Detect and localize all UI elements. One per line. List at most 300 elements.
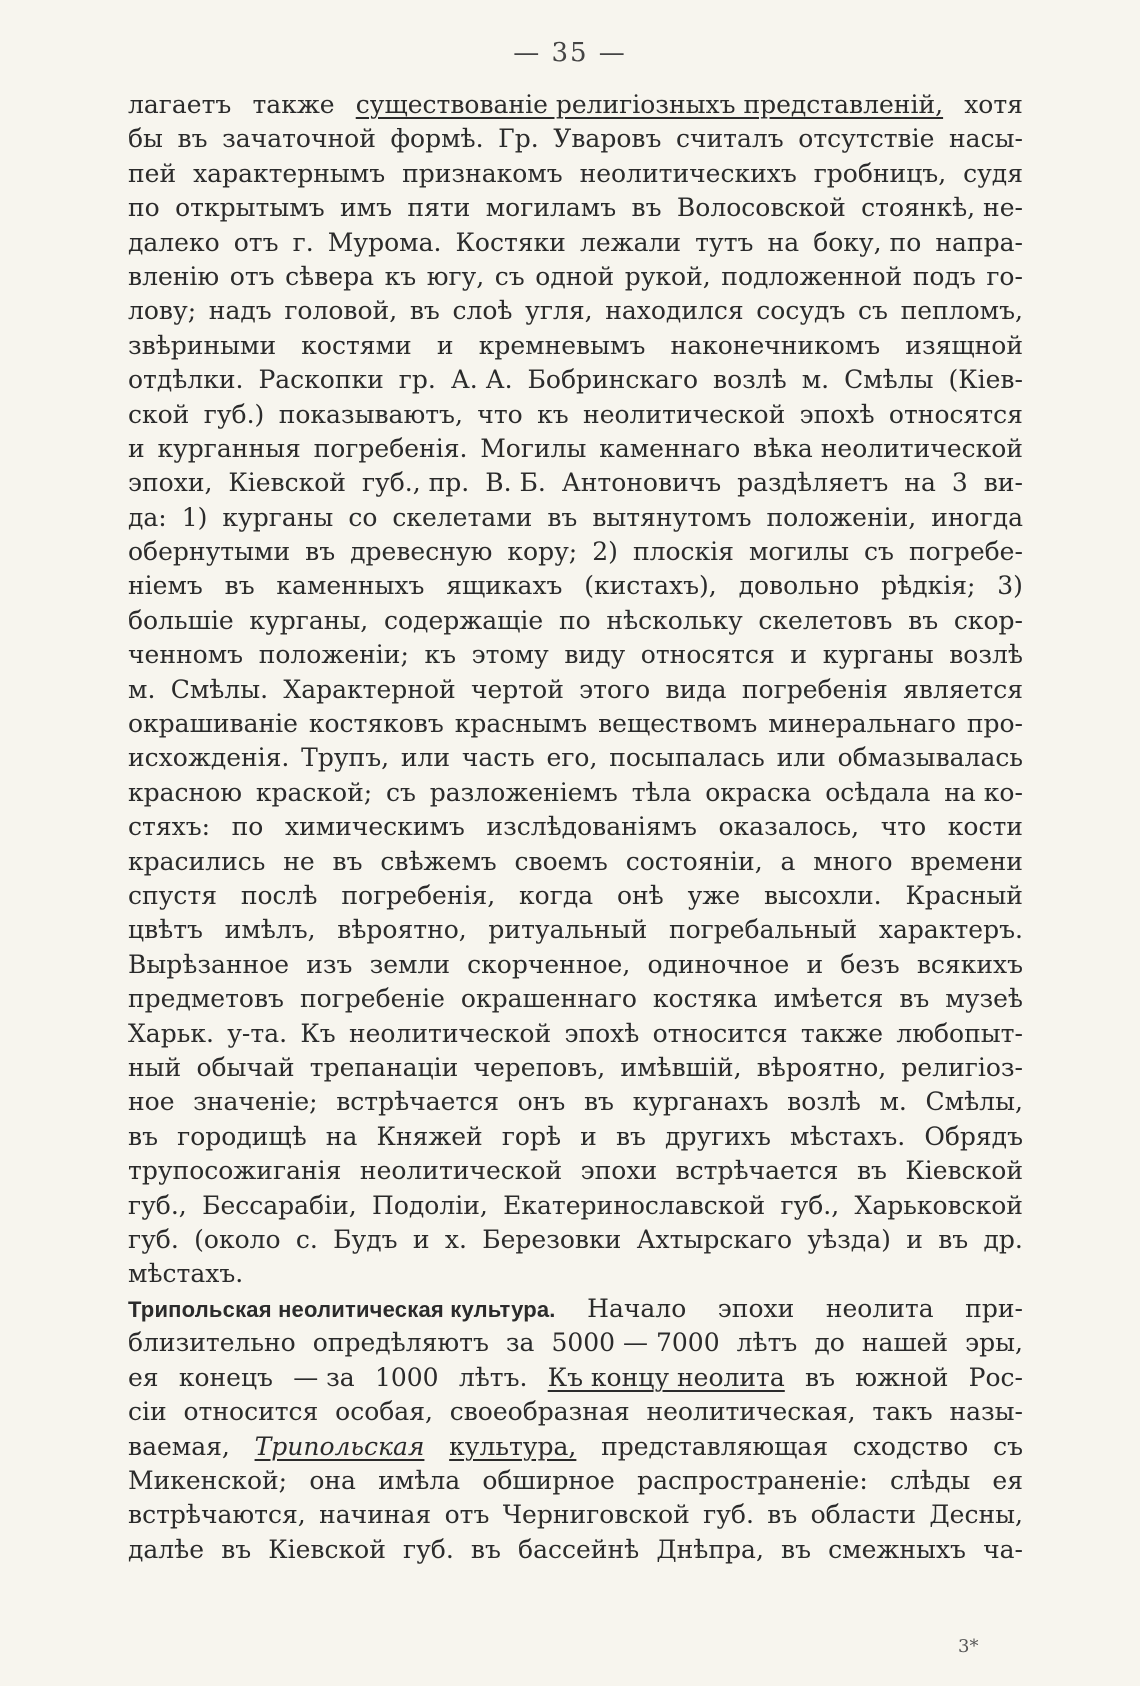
word: ящикахъ <box>446 571 563 601</box>
word: въ <box>781 1534 812 1564</box>
word: Волосовской <box>676 193 846 223</box>
word: неолитическая, <box>646 1397 856 1427</box>
word: 1000 <box>374 1362 439 1392</box>
word: красною <box>128 777 243 807</box>
word: обмазывалась <box>837 743 1023 773</box>
word: въ <box>547 502 578 532</box>
word: въ <box>224 571 255 601</box>
word: ви- <box>983 468 1023 498</box>
word: неолитической <box>348 1018 552 1048</box>
word: губ., пр. <box>361 468 470 498</box>
word: посыпалась <box>609 743 765 773</box>
word: трепанаціи <box>309 1052 459 1082</box>
text-line <box>128 1464 1023 1498</box>
word: оказалось, <box>718 812 860 842</box>
word: считалъ <box>675 124 784 154</box>
word: одиночное <box>647 949 790 979</box>
text-line <box>128 535 1023 569</box>
word: да: <box>128 502 167 532</box>
word: Гр. <box>498 124 539 154</box>
word: этому <box>471 640 549 670</box>
word: мѣстахъ. <box>128 1259 244 1289</box>
word: м. <box>879 1087 907 1117</box>
word: Березовки <box>482 1224 622 1254</box>
word: близительно <box>128 1328 296 1358</box>
word: городищѣ <box>177 1121 307 1151</box>
word: имъ <box>340 193 393 223</box>
word: костяковъ <box>308 709 444 739</box>
word: лѣтъ <box>736 1328 798 1358</box>
text-line <box>128 707 1023 741</box>
word: гробницъ, <box>813 158 947 188</box>
word: отъ <box>444 1500 490 1530</box>
word: А. А. <box>450 365 513 395</box>
word: и <box>906 1224 923 1254</box>
word: иногда <box>931 502 1023 532</box>
word: погребенія. <box>313 433 468 463</box>
word: также <box>252 90 335 119</box>
word: когда <box>519 880 594 910</box>
word: курганы, <box>249 605 369 635</box>
word: южной <box>855 1362 949 1392</box>
word: положеніи, <box>766 502 917 532</box>
text-line <box>128 604 1023 638</box>
word: въ <box>767 1500 798 1530</box>
word: встрѣчается <box>675 1156 839 1186</box>
word: виду <box>564 640 626 670</box>
text-line <box>128 1189 1023 1223</box>
word: онѣ <box>616 880 664 910</box>
word: сіи <box>128 1397 167 1427</box>
word: при- <box>965 1294 1023 1323</box>
word: начиная <box>319 1500 432 1530</box>
word: большіе <box>128 605 234 635</box>
word: изъ <box>306 949 353 979</box>
word: Черниговской <box>502 1500 690 1530</box>
word: Костяки <box>455 227 566 257</box>
word: возлѣ <box>787 1087 861 1117</box>
word: курганы <box>822 640 934 670</box>
word: находился <box>605 296 744 326</box>
word: земли <box>369 949 451 979</box>
word: Кіевской <box>228 468 346 498</box>
text-line <box>128 191 1023 225</box>
word: на <box>325 1121 358 1151</box>
word: своеобразная <box>449 1397 630 1427</box>
word: къ <box>537 399 569 429</box>
text-line <box>128 294 1023 328</box>
word: безъ <box>840 949 900 979</box>
word: рукой, <box>624 261 711 291</box>
word: за <box>505 1328 535 1358</box>
word: времени <box>910 846 1023 876</box>
word: кремневымъ <box>478 330 646 360</box>
word: бассейнѣ <box>518 1534 640 1564</box>
word: Десны, <box>929 1500 1023 1530</box>
word: слѣды <box>889 1465 971 1495</box>
word: Начало <box>587 1294 687 1323</box>
word: чертой <box>470 674 564 704</box>
word: ніемъ <box>128 571 203 601</box>
word: цвѣтъ <box>128 915 203 945</box>
text-line <box>128 260 1023 294</box>
text-line <box>128 1361 1023 1395</box>
word: Харьковской <box>854 1190 1023 1220</box>
word: раздѣляетъ <box>737 468 889 498</box>
word: слоѣ <box>452 296 513 326</box>
word: уже <box>687 880 741 910</box>
word: одной <box>535 261 615 291</box>
word: 5000 — 7000 <box>551 1328 720 1358</box>
page-number: — 35 — <box>513 38 627 68</box>
word: и <box>790 640 808 670</box>
word: 3 <box>951 468 968 498</box>
word: каменныхъ <box>276 571 425 601</box>
text-line <box>128 913 1023 947</box>
word: опредѣляютъ <box>312 1328 489 1358</box>
word: съ <box>494 261 525 291</box>
word: губ.) <box>203 399 265 429</box>
word: минеральнаго <box>768 709 956 739</box>
word: 3) <box>997 571 1023 601</box>
text-line <box>128 1120 1023 1154</box>
word: въ <box>631 193 662 223</box>
word: въ <box>128 1121 158 1151</box>
word: характернымъ <box>193 158 386 188</box>
word: на <box>904 468 936 498</box>
text-line <box>128 1154 1023 1188</box>
word: эпохи <box>717 1294 795 1323</box>
word: м. <box>801 365 830 395</box>
word: хотя <box>964 90 1023 119</box>
word: югу, <box>426 261 485 291</box>
word: ное <box>128 1087 175 1117</box>
word: краской; <box>255 777 373 807</box>
word: про- <box>966 709 1023 739</box>
word: часть <box>461 743 535 773</box>
word: у-та. <box>227 1018 288 1048</box>
word: Красный <box>905 880 1023 910</box>
paragraph-2 <box>128 1292 1023 1567</box>
word: имѣлъ, <box>224 915 316 945</box>
word: предметовъ <box>128 984 284 1014</box>
word: до <box>814 1328 845 1358</box>
word: довольно <box>738 571 860 601</box>
word: курганныя <box>157 433 301 463</box>
word: м. <box>128 674 156 704</box>
word: неолита <box>825 1294 934 1323</box>
word: и <box>128 433 145 463</box>
word: Ахтырскаго <box>636 1224 793 1254</box>
word: въ <box>221 1534 252 1564</box>
word: Рос- <box>968 1362 1023 1392</box>
word: ея <box>128 1362 159 1392</box>
word: назы- <box>949 1397 1023 1427</box>
word: въ <box>332 846 363 876</box>
word: относятся <box>888 399 1023 429</box>
word: а <box>780 846 796 876</box>
word: красились <box>128 846 266 876</box>
word: кости <box>947 812 1023 842</box>
word: содержащіе <box>384 605 544 635</box>
word: вѣроятно, <box>337 915 467 945</box>
word: въ <box>856 1156 887 1186</box>
word: ный <box>128 1052 182 1082</box>
word: губ., <box>128 1190 187 1220</box>
word: губ. <box>703 1500 754 1530</box>
word: является <box>903 674 1023 704</box>
word: плоскія <box>632 537 734 567</box>
text-line <box>128 122 1023 156</box>
word: курганахъ <box>632 1087 769 1117</box>
word: подъ <box>912 261 976 291</box>
word: ской <box>128 399 190 429</box>
word: Смѣлы. <box>170 674 269 704</box>
word: значеніе; <box>193 1087 318 1117</box>
word: особая, <box>335 1397 433 1427</box>
word: и <box>806 949 824 979</box>
word: его, <box>546 743 598 773</box>
word: неолитическихъ <box>579 158 797 188</box>
word: сѣвера <box>285 261 374 291</box>
word: съ <box>858 296 888 326</box>
word: скелетами <box>392 502 533 532</box>
word: въ <box>938 1224 969 1254</box>
text-line <box>128 398 1023 432</box>
word: головой, <box>284 296 398 326</box>
word: гр. <box>398 365 436 395</box>
text-line <box>128 1223 1023 1257</box>
word: трупосожиганія <box>128 1156 342 1186</box>
word: могиламъ <box>485 193 617 223</box>
word: горѣ <box>501 1121 562 1151</box>
word: пяти <box>407 193 471 223</box>
word: въ <box>583 1087 614 1117</box>
word: зачаточной <box>222 124 376 154</box>
word: осѣдала <box>825 777 931 807</box>
word: по <box>558 605 591 635</box>
text-line <box>128 1430 1023 1464</box>
word: Будъ <box>333 1224 398 1254</box>
text-line <box>128 569 1023 603</box>
word: свѣжемъ <box>380 846 497 876</box>
word: въ <box>805 1362 836 1392</box>
word: ея <box>992 1465 1023 1495</box>
word: ча- <box>983 1534 1023 1564</box>
word: области <box>810 1500 916 1530</box>
word: г. <box>292 227 314 257</box>
text-line <box>128 1085 1023 1119</box>
word: ритуальный <box>488 915 648 945</box>
word: погребенія <box>741 674 888 704</box>
word: пей <box>128 158 177 188</box>
word: Трупъ, <box>301 743 390 773</box>
text-line <box>128 879 1023 913</box>
word: эпохѣ <box>799 399 875 429</box>
word: курганы <box>222 502 334 532</box>
word: формѣ. <box>390 124 484 154</box>
word: онъ <box>517 1087 566 1117</box>
text-line <box>128 363 1023 397</box>
word: подложенной <box>721 261 903 291</box>
word: положеніи; <box>258 640 409 670</box>
word: музеѣ <box>945 984 1023 1014</box>
word: химическимъ <box>284 812 465 842</box>
word: Обрядъ <box>924 1121 1023 1151</box>
word: Мурома. <box>327 227 442 257</box>
word: Къ <box>300 1018 336 1048</box>
word: Вырѣзанное <box>128 949 290 979</box>
word: отсутствіе <box>798 124 935 154</box>
word: костяка <box>652 984 758 1014</box>
word: напра- <box>935 227 1023 257</box>
word: вида <box>665 674 727 704</box>
word: нашей <box>861 1328 949 1358</box>
word: угля, <box>525 296 593 326</box>
word: череповъ, <box>473 1052 606 1082</box>
word: лежали <box>579 227 682 257</box>
word: — за <box>293 1362 355 1392</box>
word: относится <box>652 1018 788 1048</box>
word: бы <box>128 124 163 154</box>
word: встрѣчаются, <box>128 1500 306 1530</box>
text-line <box>128 226 1023 260</box>
word: или <box>776 743 826 773</box>
word: окраска <box>705 777 812 807</box>
word: вытянутомъ <box>592 502 752 532</box>
word: къ <box>384 261 417 291</box>
word: въ <box>177 124 208 154</box>
word: окрашеннаго <box>460 984 637 1014</box>
text-line <box>128 329 1023 363</box>
word: Раскопки <box>258 365 384 395</box>
text-line <box>128 466 1023 500</box>
text-line <box>128 1395 1023 1429</box>
signature-mark: 3* <box>958 1636 979 1657</box>
word: послѣ <box>240 880 318 910</box>
text-line <box>128 432 1023 466</box>
word: (около <box>194 1224 281 1254</box>
text-line <box>128 501 1023 535</box>
word: и <box>436 330 454 360</box>
word: скор- <box>953 605 1023 635</box>
text-line <box>128 741 1023 775</box>
word: стяхъ: <box>128 812 211 842</box>
word: краснымъ <box>454 709 588 739</box>
word: Княжей <box>376 1121 483 1151</box>
word: разложеніемъ <box>429 777 618 807</box>
underlined-phrase: Къ концу неолита <box>547 1362 785 1392</box>
text-line <box>128 1051 1023 1085</box>
word: обычай <box>196 1052 295 1082</box>
word: Кіевской <box>905 1156 1023 1186</box>
word: въ <box>305 537 336 567</box>
word: др. <box>983 1224 1023 1254</box>
word: скелетовъ <box>758 605 893 635</box>
word: эпохи <box>580 1156 658 1186</box>
word: могилы <box>748 537 850 567</box>
word: смежныхъ <box>828 1534 966 1564</box>
text-line <box>128 1326 1023 1360</box>
word: Подоліи, <box>372 1190 488 1220</box>
word: сходство <box>852 1431 969 1461</box>
word: имѣется <box>773 984 884 1014</box>
word: Екатеринославской <box>503 1190 766 1220</box>
word: съ <box>864 537 894 567</box>
word: лову; <box>128 296 197 326</box>
text-line <box>128 1257 1023 1291</box>
word: 2) <box>592 537 618 567</box>
word: съ <box>993 1431 1023 1461</box>
word: Антоновичъ <box>561 468 722 498</box>
word: въ <box>615 1121 646 1151</box>
word: далѣе <box>128 1534 205 1564</box>
word: погребенія, <box>341 880 496 910</box>
word: губ. <box>402 1534 454 1564</box>
word: такъ <box>872 1397 933 1427</box>
text-line <box>128 1292 1023 1326</box>
word: обернутыми <box>128 537 291 567</box>
word: характеръ. <box>878 915 1023 945</box>
word: Смѣлы <box>844 365 934 395</box>
word: своемъ <box>514 846 608 876</box>
word: имѣвшій, <box>620 1052 742 1082</box>
word: х. <box>444 1224 467 1254</box>
word: исхожденія. <box>128 743 290 773</box>
word: представляющая <box>601 1431 829 1461</box>
word: веществомъ <box>598 709 758 739</box>
word: спустя <box>128 880 217 910</box>
word: Кіевской <box>268 1534 386 1564</box>
text-line <box>128 638 1023 672</box>
word: въ <box>899 984 930 1014</box>
word: Харьк. <box>128 1018 214 1048</box>
word: отъ <box>229 261 275 291</box>
word: ваемая, <box>128 1431 230 1461</box>
word: по <box>128 193 160 223</box>
word: съ <box>386 777 416 807</box>
underlined-phrase: существованіе религіозныхъ представленій, <box>355 90 944 119</box>
text-line <box>128 982 1023 1016</box>
word: лѣтъ. <box>458 1362 528 1392</box>
word: тутъ <box>695 227 754 257</box>
word: отъ <box>233 227 279 257</box>
word: эпохѣ <box>564 1018 640 1048</box>
text-line <box>128 1498 1023 1532</box>
word: лагаетъ <box>128 90 232 119</box>
word: каменнаго <box>599 433 741 463</box>
word: другихъ <box>665 1121 771 1151</box>
word: вѣроятно, <box>756 1052 887 1082</box>
paragraph-1 <box>128 88 1023 1292</box>
word: много <box>813 846 893 876</box>
word: по <box>231 812 264 842</box>
word: конецъ <box>178 1362 273 1392</box>
word: надъ <box>208 296 272 326</box>
word: на <box>767 227 800 257</box>
word: Уваровъ <box>553 124 662 154</box>
word: скорченное, <box>467 949 631 979</box>
word: въ <box>470 1534 501 1564</box>
word: этого <box>579 674 651 704</box>
word: отдѣлки. <box>128 365 244 395</box>
text-line <box>128 845 1023 879</box>
word: открытымъ <box>175 193 325 223</box>
text-line <box>128 157 1023 191</box>
word: уѣзда) <box>807 1224 891 1254</box>
word: ченномъ <box>128 640 244 670</box>
word: сосудъ <box>756 296 846 326</box>
